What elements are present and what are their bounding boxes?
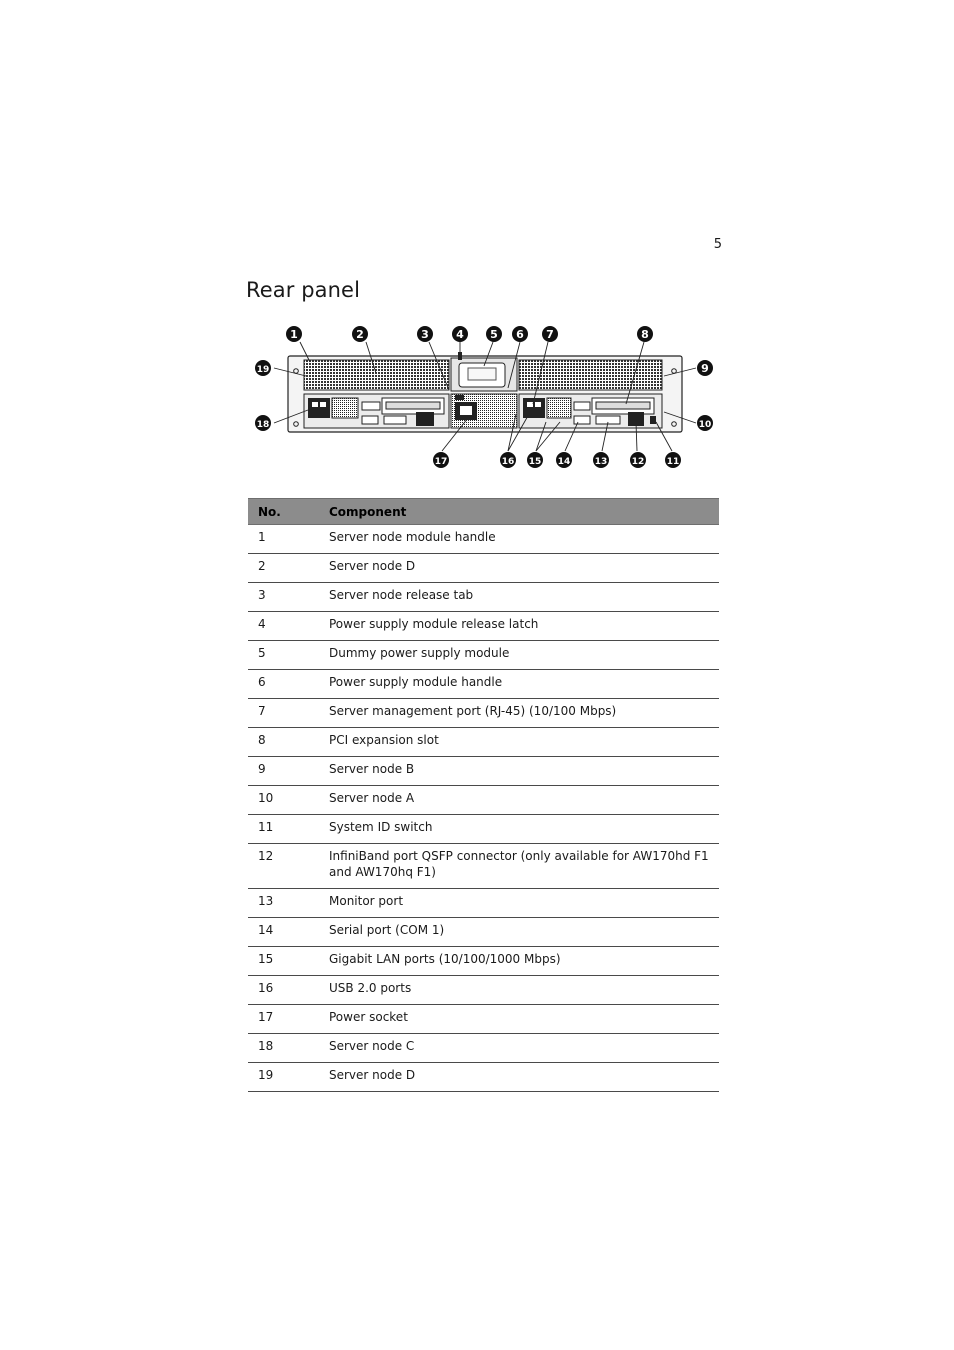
header-no: No. <box>248 499 319 525</box>
table-row <box>248 918 719 947</box>
table-row <box>248 1034 719 1063</box>
table-row <box>248 1005 719 1034</box>
row-no: 2 <box>248 554 319 583</box>
svg-text:11: 11 <box>666 457 680 467</box>
table-row <box>248 728 719 757</box>
power-supply-area <box>451 352 517 428</box>
callout-17 <box>433 452 449 468</box>
row-no: 8 <box>248 728 319 757</box>
svg-text:8: 8 <box>641 328 649 341</box>
row-no: 16 <box>248 976 319 1005</box>
section-title: Rear panel <box>246 278 361 302</box>
callout-5 <box>486 326 502 342</box>
rear-panel-diagram <box>246 318 722 478</box>
table-row <box>248 976 719 1005</box>
callout-16 <box>500 452 516 468</box>
row-component: Server management port (RJ-45) (10/100 Mbps) <box>319 699 719 728</box>
server-node-d <box>304 360 449 390</box>
server-node-c <box>304 394 449 428</box>
row-no: 11 <box>248 815 319 844</box>
svg-text:3: 3 <box>421 328 429 341</box>
row-no: 1 <box>248 525 319 554</box>
row-no: 4 <box>248 612 319 641</box>
row-no: 13 <box>248 889 319 918</box>
table-row <box>248 844 719 889</box>
row-component: PCI expansion slot <box>319 728 719 757</box>
row-component: Server node D <box>319 554 719 583</box>
svg-text:1: 1 <box>290 328 298 341</box>
table-row <box>248 525 719 554</box>
row-component: Server node release tab <box>319 583 719 612</box>
callout-18 <box>255 415 271 431</box>
svg-text:19: 19 <box>256 365 270 375</box>
callout-19 <box>255 360 271 376</box>
row-component: Server node C <box>319 1034 719 1063</box>
callout-11 <box>665 452 681 468</box>
svg-text:15: 15 <box>528 457 542 467</box>
svg-text:10: 10 <box>698 420 712 430</box>
header-component: Component <box>319 499 719 525</box>
callout-1 <box>286 326 302 342</box>
callout-9 <box>697 360 713 376</box>
row-no: 18 <box>248 1034 319 1063</box>
table-row <box>248 641 719 670</box>
table-row <box>248 815 719 844</box>
row-component: Server node module handle <box>319 525 719 554</box>
row-component: Server node B <box>319 757 719 786</box>
svg-text:9: 9 <box>701 362 709 375</box>
row-no: 6 <box>248 670 319 699</box>
callout-4 <box>452 326 468 342</box>
callout-14 <box>556 452 572 468</box>
row-component: Power supply module handle <box>319 670 719 699</box>
callout-2 <box>352 326 368 342</box>
row-no: 17 <box>248 1005 319 1034</box>
table-row <box>248 889 719 918</box>
table-row <box>248 670 719 699</box>
table-row <box>248 947 719 976</box>
row-component: System ID switch <box>319 815 719 844</box>
row-component: Serial port (COM 1) <box>319 918 719 947</box>
callout-10 <box>697 415 713 431</box>
table-row <box>248 699 719 728</box>
callout-8 <box>637 326 653 342</box>
table-row <box>248 786 719 815</box>
svg-text:16: 16 <box>501 457 515 467</box>
svg-text:17: 17 <box>434 457 448 467</box>
row-no: 7 <box>248 699 319 728</box>
table-row <box>248 583 719 612</box>
row-no: 14 <box>248 918 319 947</box>
row-component: Monitor port <box>319 889 719 918</box>
svg-text:7: 7 <box>546 328 554 341</box>
callout-15 <box>527 452 543 468</box>
callout-12 <box>630 452 646 468</box>
callout-6 <box>512 326 528 342</box>
components-table <box>248 498 719 1092</box>
row-component: Power supply module release latch <box>319 612 719 641</box>
row-no: 10 <box>248 786 319 815</box>
row-component: USB 2.0 ports <box>319 976 719 1005</box>
rear-panel-figure <box>246 318 722 478</box>
svg-text:14: 14 <box>557 457 571 467</box>
server-node-a <box>519 394 662 428</box>
svg-text:5: 5 <box>490 328 498 341</box>
table-row <box>248 612 719 641</box>
table-row <box>248 757 719 786</box>
row-no: 5 <box>248 641 319 670</box>
row-component: Server node A <box>319 786 719 815</box>
row-component: Server node D <box>319 1063 719 1092</box>
svg-text:6: 6 <box>516 328 524 341</box>
table-header-row <box>248 499 719 525</box>
table-row <box>248 554 719 583</box>
callout-13 <box>593 452 609 468</box>
svg-text:13: 13 <box>594 457 608 467</box>
row-no: 15 <box>248 947 319 976</box>
row-no: 3 <box>248 583 319 612</box>
page-number: 5 <box>713 237 722 252</box>
svg-text:12: 12 <box>631 457 645 467</box>
svg-text:4: 4 <box>456 328 464 341</box>
table-row <box>248 1063 719 1092</box>
row-no: 12 <box>248 844 319 889</box>
row-component: Gigabit LAN ports (10/100/1000 Mbps) <box>319 947 719 976</box>
callout-3 <box>417 326 433 342</box>
row-component: Power socket <box>319 1005 719 1034</box>
callout-7 <box>542 326 558 342</box>
row-no: 19 <box>248 1063 319 1092</box>
svg-text:2: 2 <box>356 328 364 341</box>
row-no: 9 <box>248 757 319 786</box>
row-component: InfiniBand port QSFP connector (only available for AW170hd F1 and AW170hq F1) <box>319 844 719 889</box>
svg-text:18: 18 <box>256 420 270 430</box>
row-component: Dummy power supply module <box>319 641 719 670</box>
